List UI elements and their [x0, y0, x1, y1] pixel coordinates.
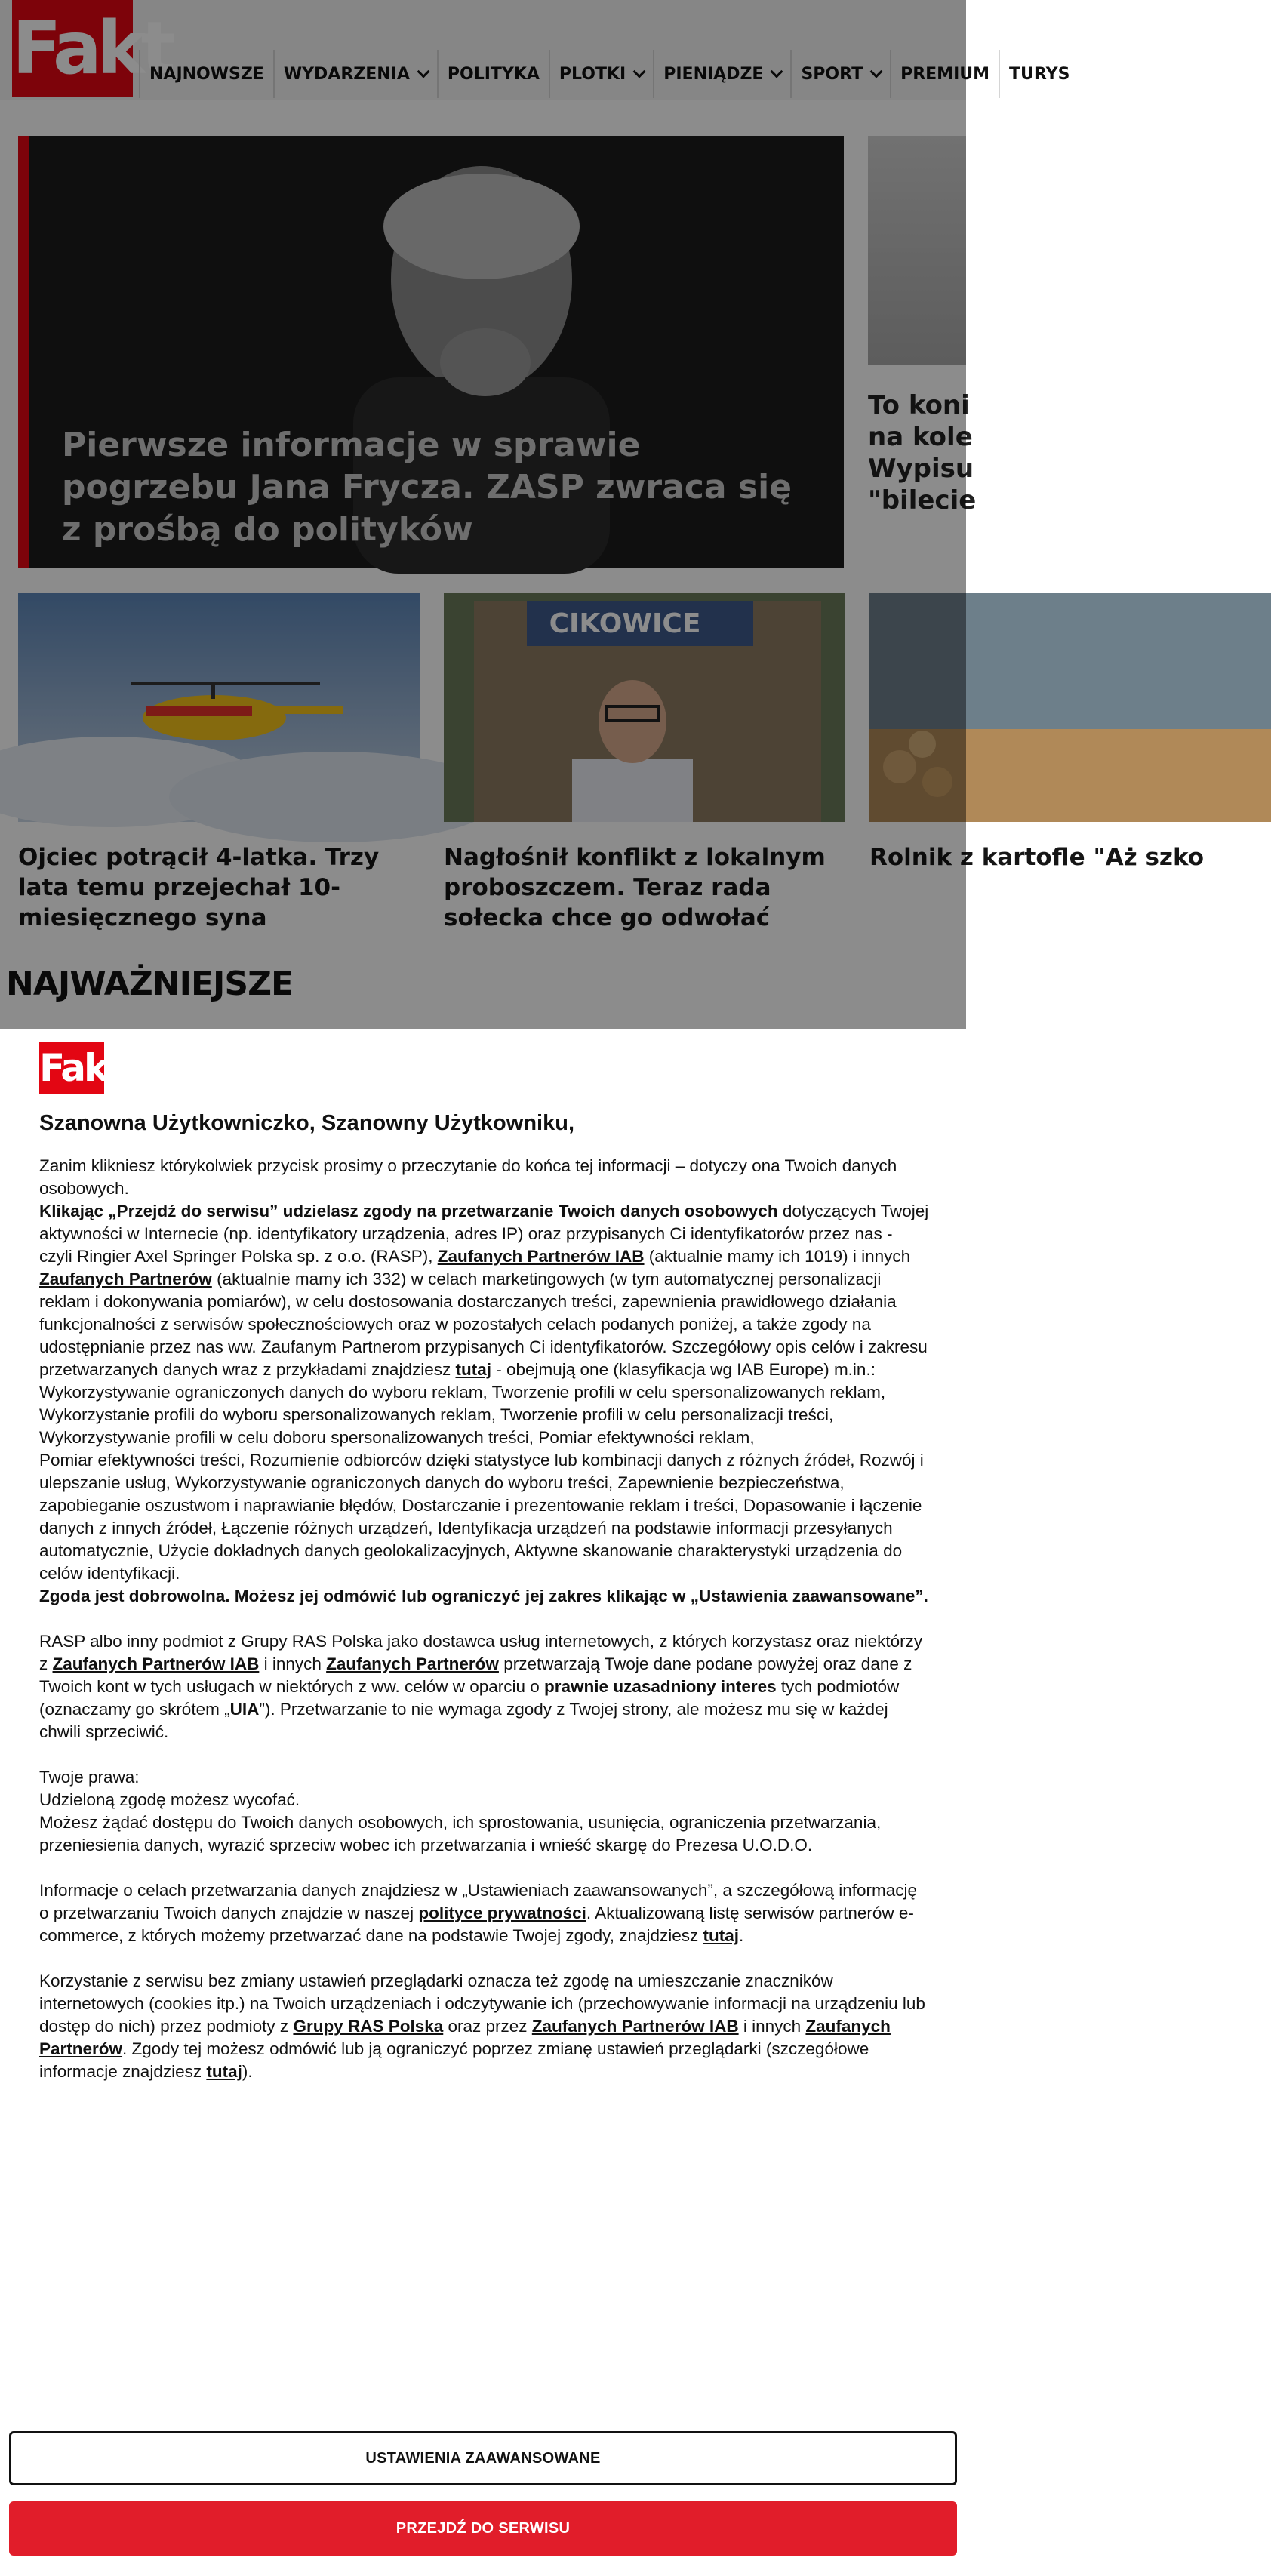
- site-logo[interactable]: Fakt: [12, 0, 133, 97]
- link-privacy-policy[interactable]: polityce prywatności: [418, 1904, 586, 1922]
- consent-text: dotyczących Twojej aktywności w Internecie (np. identyfikatory urządzenia, adres IP) oraz przypisanych Ci identyfikatorów przez nas - czyli Ringier Axel Springer Polska sp. z o.o. (RASP),: [39, 1202, 929, 1266]
- go-to-site-button[interactable]: PRZEJDŹ DO SERWISU: [9, 2501, 957, 2556]
- link-ras-group[interactable]: Grupy RAS Polska: [293, 2017, 444, 2036]
- consent-bold-text: prawnie uzasadniony interes: [544, 1677, 777, 1696]
- side-title-line: na kole: [868, 422, 973, 452]
- consent-cookies-info: [39, 1970, 930, 2083]
- consent-body: [39, 1155, 930, 2083]
- consent-text: (aktualnie mamy ich 1019) i innych: [644, 1247, 911, 1266]
- consent-intro: Zanim klikniesz którykolwiek przycisk prosimy o przeczytanie do końca tej informacji – dotyczy ona Twoich danych osobowych.: [39, 1156, 897, 1198]
- consent-text: RASP albo inny podmiot z Grupy RAS Polska jako dostawca usług internetowych, z których korzystasz oraz niektórzy z: [39, 1632, 923, 1673]
- hero-title[interactable]: Pierwsze informacje w sprawie pogrzebu Jana Frycza. ZASP zwraca się z prośbą do polityków: [62, 426, 792, 549]
- sign-text: CIKOWICE: [549, 608, 701, 639]
- consent-text: przetwarzają Twoje dane podane powyżej oraz dane z Twoich kont w tych usługach w niektórych z ww. celów w oparciu o: [39, 1654, 912, 1696]
- consent-heading: Szanowna Użytkowniczko, Szanowny Użytkowniku,: [39, 1111, 574, 1135]
- article-card-title[interactable]: Nagłośnił konflikt z lokalnym proboszczem. Teraz rada sołecka chce go odwołać: [444, 844, 826, 931]
- link-iab-partners[interactable]: Zaufanych Partnerów IAB: [531, 2017, 739, 2036]
- consent-voluntary: Zgoda jest dobrowolna. Możesz jej odmówić lub ograniczyć jej zakres klikając w „Ustawienia zaawansowane”.: [39, 1587, 928, 1605]
- consent-text: (aktualnie mamy ich 332) w celach marketingowych (w tym automatycznej personalizacji reklam i dokonywania pomiarów), w celu dostosowania dostarczanych treści, zapewnienia prawidłowego działania funkcjonalności z serwisów społecznościowych oraz w pozostałych celach podanych poniżej, a także zgody na udostępnianie przez nas ww. Zaufanym Partnerom przypisanych Ci identyfikatorów. Szczegółowy opis celów i zakresu przetwarzanych danych wraz z przykładami znajdziesz: [39, 1270, 928, 1379]
- consent-text: i innych: [738, 2017, 806, 2036]
- consent-text: . Aktualizowaną listę serwisów partnerów e-commerce, z których możemy przetwarzać dane na podstawie Twojej zgody, znajdziesz: [39, 1904, 914, 1945]
- consent-text: ”). Przetwarzanie to nie wymaga zgody z Twojej strony, ale możesz mu się w każdej chwili sprzeciwić.: [39, 1700, 888, 1741]
- link-ecommerce-list[interactable]: tutaj: [703, 1926, 740, 1945]
- link-trusted-partners[interactable]: Zaufanych Partnerów: [326, 1654, 499, 1673]
- consent-logo: Fakt: [39, 1042, 104, 1094]
- article-card-title[interactable]: Rolnik z kartofle "Aż szko: [869, 844, 1205, 871]
- consent-bold-text: UIA: [229, 1700, 260, 1719]
- consent-text: Korzystanie z serwisu bez zmiany ustawień przeglądarki oznacza też zgodę na umieszczanie znaczników internetowych (cookies itp.) na Twoich urządzeniach i odczytywanie ich (przechowywanie informacji na urządzeniu lub dostęp do nich) przez podmioty z: [39, 1971, 925, 2036]
- link-details[interactable]: tutaj: [455, 1360, 491, 1379]
- rights-title: Twoje prawa:: [39, 1768, 140, 1787]
- link-iab-partners[interactable]: Zaufanych Partnerów IAB: [52, 1654, 260, 1673]
- consent-text: i innych: [259, 1654, 327, 1673]
- section-heading: NAJWAŻNIEJSZE: [6, 965, 294, 1003]
- consent-text: tych podmiotów (oznaczamy go skrótem „: [39, 1677, 900, 1719]
- link-trusted-partners[interactable]: Zaufanych Partnerów: [39, 1270, 212, 1288]
- consent-purposes: Pomiar efektywności treści, Rozumienie odbiorców dzięki statystyce lub kombinacji danych z różnych źródeł, Rozwój i ulepszanie usług, Wykorzystywanie ograniczonych danych do wyboru treści, Zapewnienie bezpieczeństwa, zapobieganie oszustwom i naprawianie błędów, Dostarczanie i prezentowanie reklam i treści, Dopasowanie i łączenie danych z innych źródeł, Łączenie różnych urządzeń, Identyfikacja urządzeń na podstawie informacji przesyłanych automatycznie, Użycie dokładnych danych geolokalizacyjnych, Aktywne skanowanie charakterystyki urządzenia do celów identyfikacji.: [39, 1451, 924, 1583]
- nav-label: NAJNOWSZE: [149, 64, 264, 84]
- consent-text: ).: [242, 2062, 253, 2081]
- article-card-title[interactable]: Ojciec potrącił 4-latka. Trzy lata temu przejechał 10-miesięcznego syna: [18, 844, 380, 931]
- nav-label: WYDARZENIA: [283, 64, 410, 84]
- consent-text: Informacje o celach przetwarzania danych znajdziesz w „Ustawieniach zaawansowanych”, a szczegółową informację o przetwarzaniu Twoich danych znajdzie w naszej: [39, 1881, 918, 1922]
- consent-bold-text: Klikając „Przejdź do serwisu” udzielasz zgody na przetwarzanie Twoich danych osobowych: [39, 1202, 778, 1220]
- side-title-line: "bilecie: [868, 485, 977, 516]
- nav-item-turystyka[interactable]: [999, 50, 1079, 98]
- consent-privacy-info: [39, 1879, 930, 1947]
- link-trusted-partners[interactable]: Zaufanych Partnerów: [39, 2017, 891, 2058]
- consent-text: - obejmują one (klasyfikacja wg IAB Europe) m.in.: Wykorzystywanie ograniczonych danych do wyboru reklam, Tworzenie profili w celu spersonalizowanych reklam, Wykorzystanie profili do wyboru spersonalizowanych reklam, Tworzenie profili w celu personalizacji treści, Wykorzystywanie profili w celu doboru spersonalizowanych treści, Pomiar efektywności reklam,: [39, 1360, 886, 1447]
- link-browser-settings[interactable]: tutaj: [206, 2062, 242, 2081]
- consent-dialog: [0, 1029, 966, 2576]
- consent-paragraph-consent: [39, 1200, 930, 1449]
- nav-label: PIENIĄDZE: [663, 64, 764, 84]
- rights-item: Udzieloną zgodę możesz wycofać.: [39, 1790, 300, 1809]
- advanced-settings-button[interactable]: USTAWIENIA ZAAWANSOWANE: [9, 2431, 957, 2485]
- consent-text: .: [739, 1926, 744, 1945]
- consent-legitimate-interest: [39, 1630, 930, 1743]
- side-title-line: To koni: [868, 390, 970, 420]
- rights-item: Możesz żądać dostępu do Twoich danych osobowych, ich sprostowania, usunięcia, ograniczenia przetwarzania, przeniesienia danych, wyrazić sprzeciw wobec ich przetwarzania i wnieść skargę do Prezesa U.O.D.O.: [39, 1813, 882, 1854]
- nav-label: SPORT: [801, 64, 863, 84]
- nav-label: POLITYKA: [447, 64, 540, 84]
- modal-overlay: [0, 0, 977, 1029]
- side-title-line: Wypisu: [868, 454, 974, 484]
- consent-text: oraz przez: [443, 2017, 532, 2036]
- nav-label: TURYS: [1009, 64, 1070, 84]
- consent-text: . Zgody tej możesz odmówić lub ją ograniczyć poprzez zmianę ustawień przeglądarki (szczegółowe informacje znajdziesz: [39, 2039, 869, 2081]
- link-iab-partners[interactable]: Zaufanych Partnerów IAB: [437, 1247, 645, 1266]
- nav-label: PLOTKI: [559, 64, 626, 84]
- nav-label: PREMIUM: [900, 64, 990, 84]
